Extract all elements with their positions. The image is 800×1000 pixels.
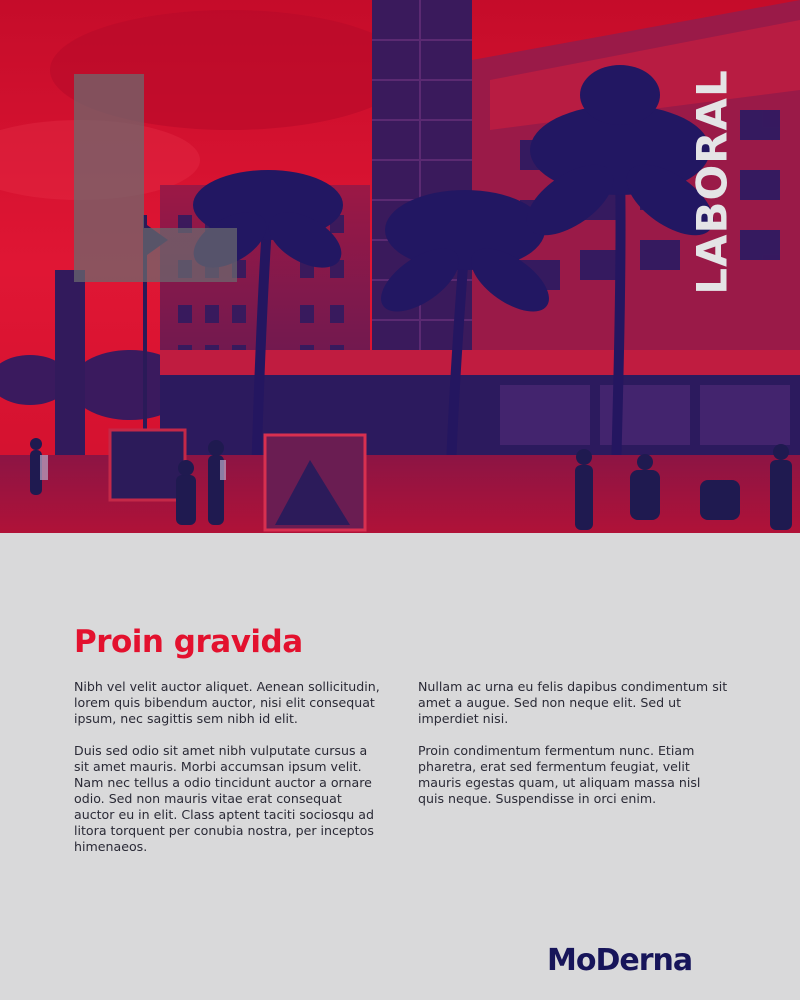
paragraph: Proin condimentum fermentum nunc. Etiam pharetra, erat sed fermentum feugiat, velit mauris egestas quam, ut aliquam massa nisl quis neque. Suspendisse in orci enim.	[418, 743, 701, 806]
paragraph: Nullam ac urna eu felis dapibus condimentum sit amet a augue. Sed non neque elit. Sed ut imperdiet nisi.	[418, 679, 728, 726]
article-right-column	[418, 679, 730, 823]
paragraph: Duis sed odio sit amet nibh vulputate cursus a sit amet mauris. Morbi accumsan ipsum velit. Nam nec tellus a odio tincidunt auctor a ornare odio. Sed non mauris vitae erat consequat auctor eu in elit. Class aptent taciti sociosqu ad litora torquent per conubia nostra, per inceptos himenaeos.	[74, 743, 374, 854]
article-left-column	[74, 679, 386, 871]
article-title: Proin gravida	[74, 624, 303, 660]
brand-logo: MoDerna	[547, 943, 693, 978]
vertical-section-label: LABORAL	[687, 69, 737, 295]
paragraph: Nibh vel velit auctor aliquet. Aenean sollicitudin, lorem quis bibendum auctor, nisi elit consequat ipsum, nec sagittis sem nibh id elit.	[74, 679, 380, 726]
